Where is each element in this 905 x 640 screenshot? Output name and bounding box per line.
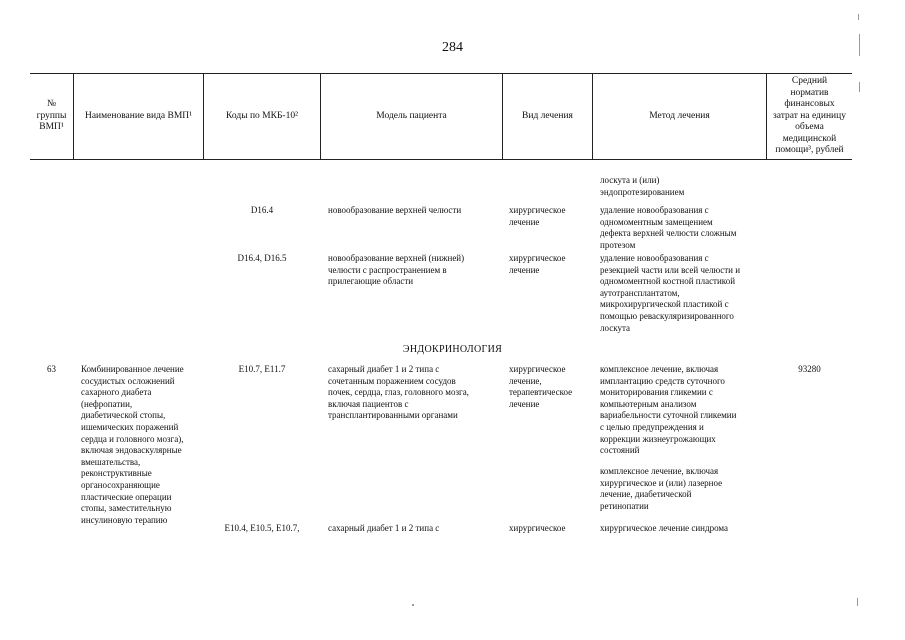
row-treatment-method: удаление новообразования с одномоментным замещением дефекта верхней челюсти сложным протезом bbox=[600, 205, 737, 250]
group-cost: 93280 bbox=[798, 364, 821, 374]
row-icd-codes: D16.4, D16.5 bbox=[237, 253, 287, 263]
scan-speck bbox=[858, 14, 859, 20]
row-icd-codes: E10.4, E10.5, E10.7, bbox=[224, 523, 300, 533]
scan-speck bbox=[857, 598, 858, 606]
header-vmp-name: Наименование вида ВМП¹ bbox=[84, 110, 193, 121]
row-treatment-type: хирургическое лечение bbox=[509, 205, 566, 227]
header-patient-model: Модель пациента bbox=[376, 110, 447, 121]
header-icd-codes: Коды по МКБ-10² bbox=[226, 110, 298, 121]
group-treatment-method: комплексное лечение, включая имплантацию средств суточного мониторирования гликемии с компьютерным анализом вариабельности суточной гликемии с целью предупреждения и коррекции жизнеугрожающих состояний bbox=[600, 364, 737, 456]
header-treatment-type: Вид лечения bbox=[522, 110, 573, 121]
header-bottom-border bbox=[30, 159, 852, 160]
header-cost-norm: Средний норматив финансовых затрат на единицу объема медицинской помощи³, рублей bbox=[773, 76, 846, 156]
continued-method-text: лоскута и (или) эндопротезированием bbox=[600, 175, 685, 197]
page-number: 284 bbox=[442, 40, 463, 55]
row-treatment-method: удаление новообразования с резекцией части или всей челюсти и одномоментной костной пластикой аутотрансплантатом, микрохирургической пластикой с помощью реваскуляризированного лоскута bbox=[600, 253, 741, 333]
group-treatment-type: хирургическое лечение, терапевтическое лечение bbox=[509, 364, 573, 409]
group-treatment-method: комплексное лечение, включая хирургическое и (или) лазерное лечение, диабетической ретинопатии bbox=[600, 466, 723, 511]
group-icd-codes: E10.7, E11.7 bbox=[238, 364, 286, 374]
row-treatment-method: хирургическое лечение синдрома bbox=[600, 523, 729, 533]
row-icd-codes: D16.4 bbox=[250, 205, 274, 215]
row-patient-model: сахарный диабет 1 и 2 типа с bbox=[328, 523, 440, 533]
header-treatment-method: Метод лечения bbox=[649, 110, 710, 121]
group-number: 63 bbox=[47, 364, 56, 374]
scan-speck bbox=[412, 604, 414, 606]
header-group-number: № группы ВМП¹ bbox=[36, 99, 67, 133]
group-vmp-name: Комбинированное лечение сосудистых осложнений сахарного диабета (нефропатии, диабетической стопы, ишемических поражений сердца и головного мозга), включая эндоваскулярные вмешательства, реконструктивные органосохраняющие пластические операции стопы, заместительную инсулиновую терапию bbox=[81, 364, 184, 525]
section-title: ЭНДОКРИНОЛОГИЯ bbox=[402, 344, 503, 355]
scan-speck bbox=[859, 34, 860, 56]
row-patient-model: новообразование верхней (нижней) челюсти с распространением в прилегающие области bbox=[328, 253, 465, 287]
group-patient-model: сахарный диабет 1 и 2 типа с сочетанным поражением сосудов почек, сердца, глаз, головного мозга, включая пациентов с трансплантированными органами bbox=[328, 364, 469, 421]
row-treatment-type: хирургическое лечение bbox=[509, 253, 566, 275]
row-patient-model: новообразование верхней челюсти bbox=[328, 205, 462, 215]
scan-speck bbox=[859, 82, 860, 92]
row-treatment-type: хирургическое bbox=[509, 523, 566, 533]
